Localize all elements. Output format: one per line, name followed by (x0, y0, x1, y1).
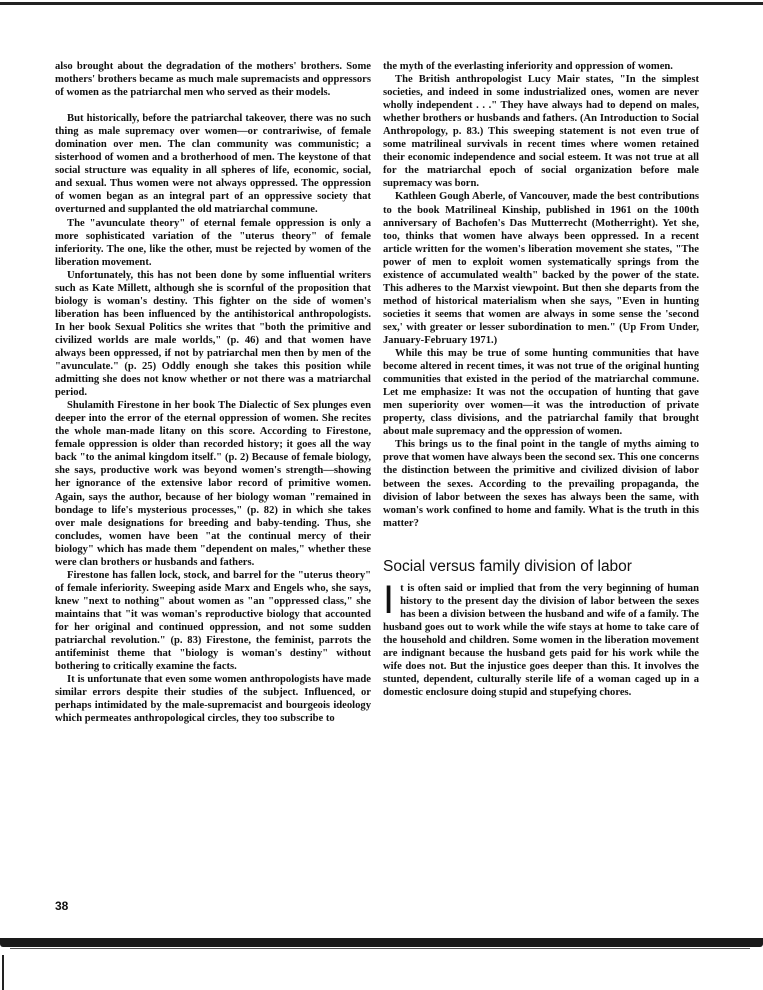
page-number: 38 (55, 899, 69, 913)
paragraph: The "avunculate theory" of eternal female oppression is only a more sophisticated variation of the "uterus theory" of female inferiority. The one, like the other, must be rejected by women of the liberation movement. (55, 217, 371, 268)
bottom-rule (0, 938, 763, 947)
paragraph: Kathleen Gough Aberle, of Vancouver, made the best contributions to the book Matrilineal Kinship, published in 1961 on the 100th anniversary of Bachofen's Das Mutterrecht (Motherright). Yet she, too, thinks that women have always been oppressed. In a recent article written for the women's liberation movement she states, "The power of men to exploit women systematically springs from the existence of accumulated wealth" backed by the power of the state. This adheres to the Marxist viewpoint. But then she departs from the method of historical materialism when she says, "Even in hunting societies it seems that women are always in some sense the 'second sex,' with greater or lesser subordination to men." (Up From Under, January-February 1971.) (383, 191, 699, 346)
paragraph: Shulamith Firestone in her book The Dialectic of Sex plunges even deeper into the error of the eternal oppression of women. She recites the whole man-made litany on this score. According to Firestone, female oppression is older than recorded history; it goes all the way back "to the animal kingdom itself." (p. 2) Because of female biology, she says, productive work was beyond women's strength—showing her ignorance of the extensive labor record of primitive women. Again, says the author, because of her biology woman "remained in bondage to life's mysterious processes," (p. 82) in which she takes over male designations for breeding and baby-tending. Thus, she concludes, women have been "at the continual mercy of their biology" which has made them "dependent on males," whether these were clan brothers or husbands and fathers. (55, 400, 371, 568)
paragraph (383, 577, 699, 699)
paragraph: The British anthropologist Lucy Mair states, "In the simplest societies, and indeed in some industrialized ones, women are never wholly independent . . ." They have always had to depend on males, whether brothers or husbands and fathers. (An Introduction to Social Anthropology, p. 83.) This sweeping statement is not even true of some matrilineal survivals in recent times where women retained their economic independence and social esteem. It was not true at all for the matriarchal epoch of social organization before male supremacy was born. (383, 74, 699, 190)
paragraph-text: t is often said or implied that from the very beginning of human history to the present day the division of labor between the sexes has been a division between the husband and wife of a family. The husband goes out to work while the wife stays at home to take care of the household and children. Some women in the liberation movement are indignant because the husband gets paid for his work while the wife does not. But the injustice goes deeper than this. It involves the stunted, dependent, culturally sterile life of a woman caged up in a domestic enclosure doing stupid and stupefying chores. (383, 582, 699, 699)
paragraph: Firestone has fallen lock, stock, and barrel for the "uterus theory" of female inferiority. Sweeping aside Marx and Engels who, she says, knew "next to nothing" about women as "an "oppressed class," she maintains that "it was woman's reproductive biology that accounted for her original and continued oppression, and not some sudden patriarchal revolution." (p. 83) Firestone, the feminist, parrots the antifeminist theme that "biology is woman's destiny" without bothering to critically examine the facts. (55, 569, 371, 673)
paragraph: also brought about the degradation of the mothers' brothers. Some mothers' brothers became as much male supremacists and oppressors of women as the patriarchal men who served as their models. (55, 61, 371, 99)
edge-mark (2, 955, 4, 990)
paragraph: This brings us to the final point in the tangle of myths aiming to prove that women have always been the second sex. This one concerns the distinction between the primitive and civilized division of labor between the sexes. According to the prevailing propaganda, the division of labor between the sexes has always been the same, with woman's work confined to home and family. What is the truth in this matter? (383, 439, 699, 529)
paragraph: While this may be true of some hunting communities that have become altered in recent times, it was not true of the original hunting communities that existed in the period of the matriarchal commune. Let me emphasize: It was not the occupation of hunting that gave men superiority over women—it was the introduction of private property, class divisions, and the patriarchal family that brought about male supremacy and the oppression of women. (383, 348, 699, 438)
paragraph: Unfortunately, this has not been done by some influential writers such as Kate Millett, although she is scornful of the proposition that biology is woman's destiny. This fighter on the side of women's liberation has been influenced by the antihistorical anthropologists. In her book Sexual Politics she writes that "both the primitive and civilized worlds are male worlds," (p. 46) and that women have always been oppressed, if not by patriarchal men then by men of the "avunculate." (p. 25) Oddly enough she takes this position while admitting she does not know whether or not there was a matriarchal period. (55, 269, 371, 399)
section-heading: Social versus family division of labor (383, 557, 632, 575)
left-column (55, 60, 371, 725)
top-rule (0, 2, 763, 5)
paragraph: the myth of the everlasting inferiority and oppression of women. (383, 61, 673, 72)
paragraph: It is unfortunate that even some women anthropologists have made similar errors despite their studies of the subject. Influenced, or perhaps intimidated by the male-supremacist and bourgeois ideology which permeates anthropological circles, they too subscribe to (55, 674, 371, 725)
paragraph: But historically, before the patriarchal takeover, there was no such thing as male supremacy over women—or contrariwise, of female domination over men. The clan community was communistic; a sisterhood of women and a brotherhood of men. The keystone of that social structure was equality in all spheres of life, economic, social, and sexual. Thus women were not always oppressed. The oppression of women began as an integral part of an oppressive society that overturned and supplanted the old matriarchal commune. (55, 113, 371, 216)
right-column (383, 60, 699, 699)
drop-cap: I (383, 577, 395, 622)
bottom-rule-thin (10, 948, 750, 949)
